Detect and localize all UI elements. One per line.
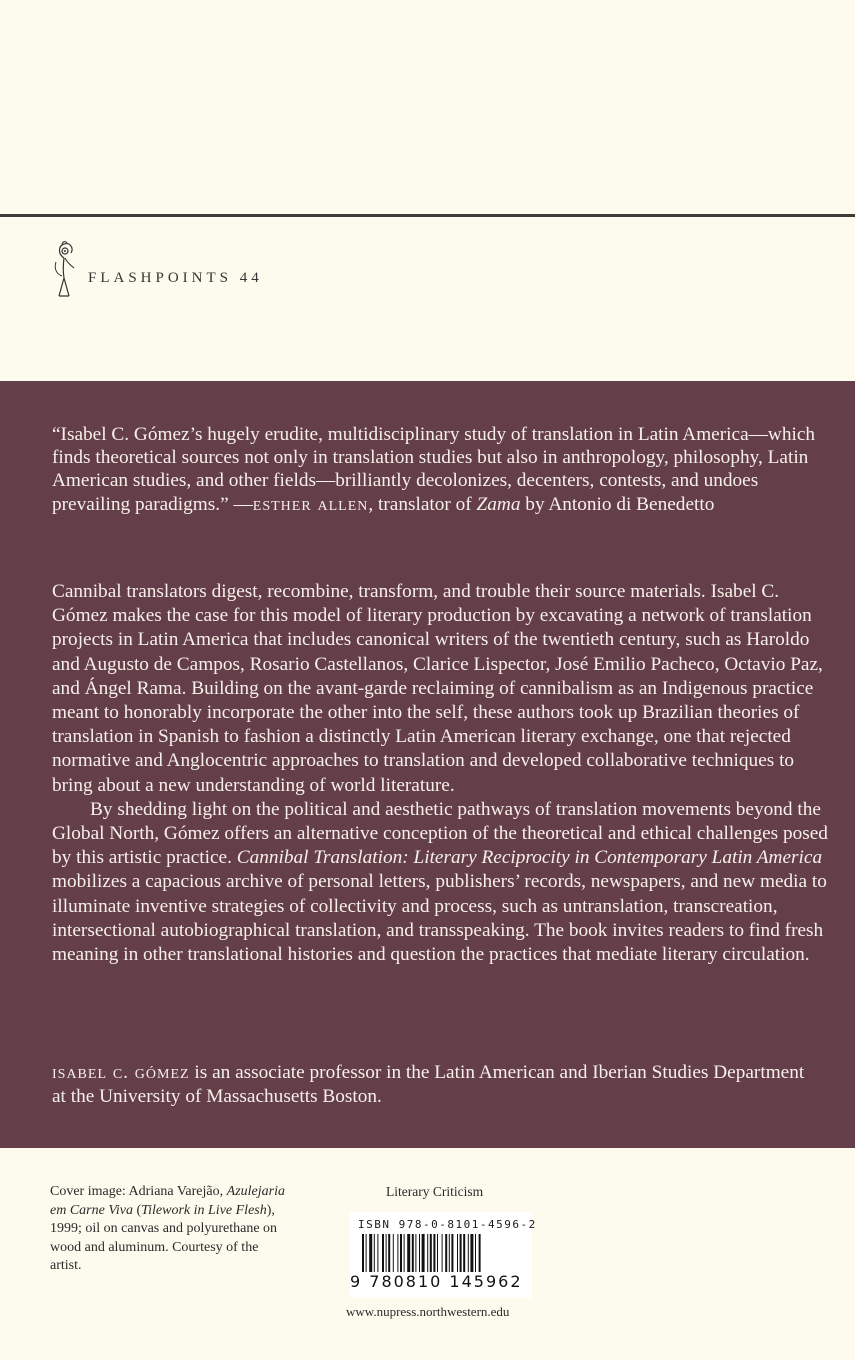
description-paragraph-2	[52, 798, 834, 967]
barcode-bars	[362, 1234, 522, 1274]
isbn-label: ISBN 978-0-8101-4596-2	[358, 1218, 537, 1231]
author-bio	[52, 1061, 822, 1108]
top-divider-rule	[0, 214, 855, 217]
description-panel	[0, 381, 855, 1148]
credit-suffix: ), 1999; oil on canvas and polyurethane on wood and aluminum. Courtesy of the artist.	[50, 1202, 278, 1274]
paragraph-2-end: mobilizes a capacious archive of personal letters, publishers’ records, newspapers, and new media to illuminate inventive strategies of collectivity and process, such as untranslation, transcreation, intersectional autobiographical translation, and transspeaking. The book invites readers to find fresh meaning in other translational histories and question the practices that mediate literary circulation.	[52, 871, 827, 966]
attribution-role-suffix: by Antonio di Benedetto	[520, 493, 715, 515]
subject-category: Literary Criticism	[386, 1184, 484, 1199]
attribution-work: Zama	[476, 493, 521, 515]
series-label: FLASHPOINTS 44	[88, 270, 263, 286]
cover-credit	[50, 1183, 290, 1276]
series-mark	[50, 240, 350, 305]
credit-artwork: Azulejaria em Carne Viva	[50, 1184, 285, 1218]
credit-artwork-translation: Tilework in Live Flesh	[141, 1202, 267, 1218]
book-description	[52, 580, 834, 967]
paragraph-2-start: By shedding light on the political and aesthetic pathways of translation movements beyond the Global North, Gómez offers an alternative conception of the theoretical and ethical challenges posed by this artistic practice.	[52, 798, 828, 869]
description-paragraph-1: Cannibal translators digest, recombine, transform, and trouble their source materials. Isabel C. Gómez makes the case for this model of literary production by excavating a network of translation projects in Latin America that includes canonical writers of the twentieth century, such as Haroldo and Augusto de Campos, Rosario Castellanos, Clarice Lispector, José Emilio Pacheco, Octavio Paz, and Ángel Rama. Building on the avant-garde reclaiming of cannibalism as an Indigenous practice meant to honorably incorporate the other into the self, these authors took up Brazilian theories of translation in Spanish to fashion a distinctly Latin American literary exchange, one that rejected normative and Anglocentric approaches to translation and developed collaborative techniques to bring about a new understanding of world literature.	[52, 581, 823, 796]
barcode-digits: 9 780810 145962	[350, 1272, 523, 1291]
quote-attribution: esther allen	[252, 493, 369, 515]
attribution-role: , translator of	[368, 493, 477, 515]
flashpoints-logo-icon	[50, 240, 80, 302]
author-bio-text: is an associate professor in the Latin American and Iberian Studies Department at the University of Massachusetts Boston.	[52, 1062, 805, 1107]
book-title: Cannibal Translation: Literary Reciprocity in Contemporary Latin America	[236, 847, 823, 869]
publisher-url: www.nupress.northwestern.edu	[346, 1304, 510, 1319]
endorsement-quote	[52, 423, 832, 516]
credit-paren: (	[132, 1202, 142, 1218]
author-name: isabel c. gómez	[52, 1062, 190, 1083]
quote-text: “Isabel C. Gómez’s hugely erudite, multidisciplinary study of translation in Latin America—which finds theoretical sources not only in translation studies but also in anthropology, philosophy, Latin American studies, and other fields—brilliantly decolonizes, decenters, contests, and undoes prevailing paradigms.” —	[52, 424, 816, 515]
credit-prefix: Cover image: Adriana Varejão,	[50, 1184, 227, 1199]
